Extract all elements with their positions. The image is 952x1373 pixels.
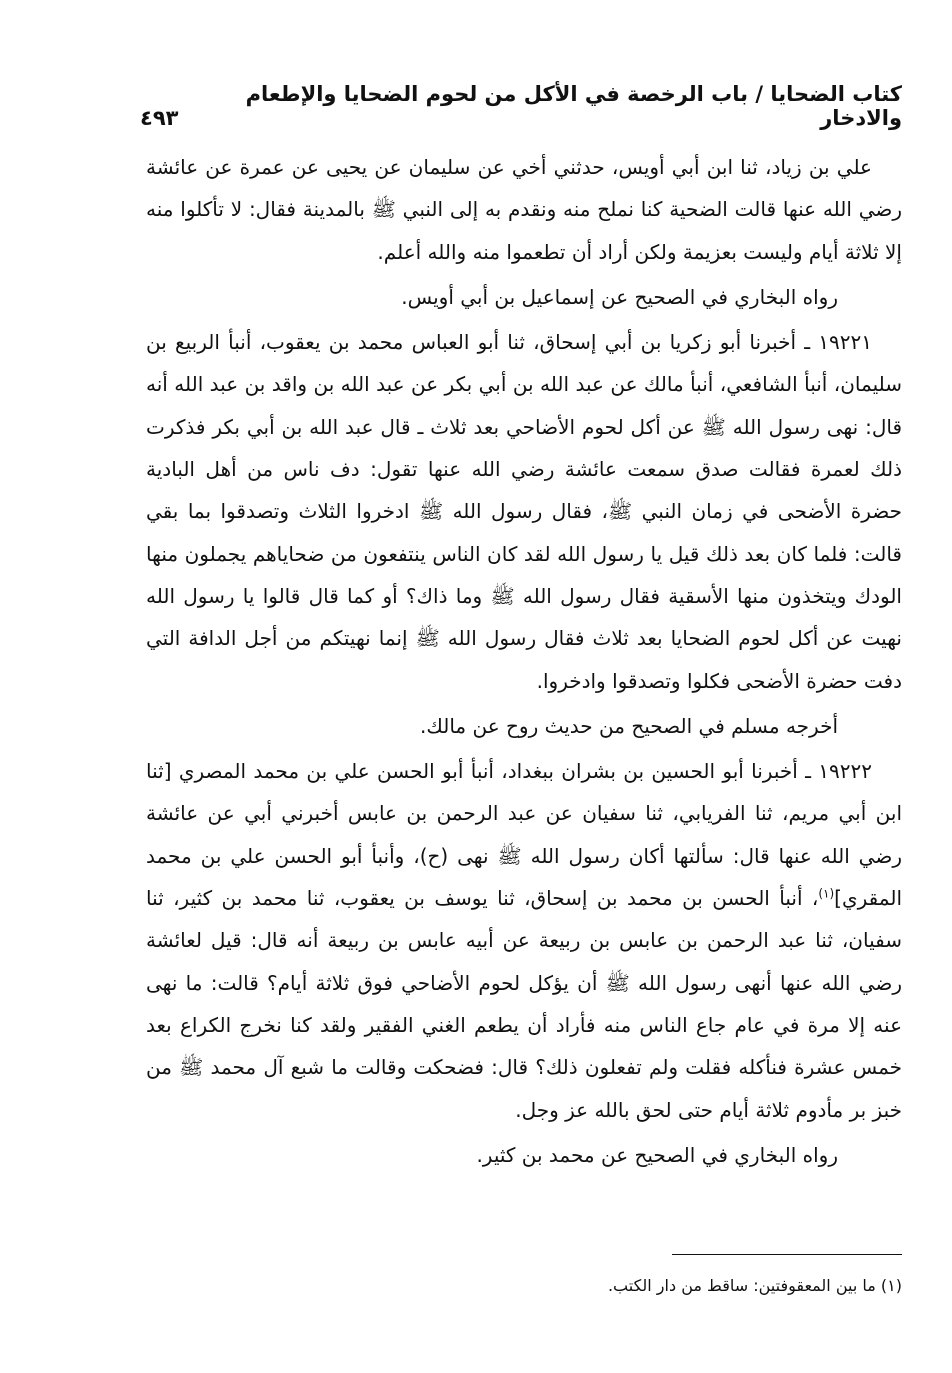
hadith-19222-part-2: ، أنبأ الحسن بن محمد بن إسحاق، ثنا يوسف بن يعقوب، ثنا محمد بن كثير، ثنا سفيان، ثنا عبد الرحمن بن عابس بن ربيعة عن أبيه عابس بن ربيعة أنه قال: قيل لعائشة رضي الله عنها أنهى رسول الله ﷺ أن يؤكل لحوم الأضاحي فوق ثلاثة أيام؟ قالت: ما نهى عنه إلا مرة في عام جاع الناس منه فأراد أن يطعم الغني الفقير ولقد كنا نخرج الكراع بعد خمس عشرة فنأكله فقلت ولم تفعلون ذلك؟ قال: فضحكت وقالت ما شبع آل محمد ﷺ من خبز بر مأدوم ثلاثة أيام حتى لحق بالله عز وجل.: [146, 886, 902, 1122]
main-text: [146, 146, 902, 1179]
footnote: (١) ما بين المعقوفتين: ساقط من دار الكتب.: [607, 1276, 902, 1295]
footnote-separator: [672, 1254, 902, 1255]
hadith-19222: [146, 750, 902, 1131]
running-header: [140, 82, 902, 130]
hadith-19222-part-1: ١٩٢٢٢ ـ أخبرنا أبو الحسين بن بشران ببغداد، أنبأ أبو الحسن علي بن محمد المصري [ثنا ابن أبي مريم، ثنا الفريابي، ثنا سفيان عن عبد الرحمن بن عابس أخبرني أبي عن عائشة رضي الله عنها قال: سألتها أكان رسول الله ﷺ نهى (ح)، وأنبأ أبو الحسن علي بن محمد المقري]: [146, 759, 902, 911]
footnote-marker: (١): [818, 886, 835, 901]
source-note-2: أخرجه مسلم في الصحيح من حديث روح عن مالك.: [420, 713, 838, 738]
header-title: كتاب الضحايا / باب الرخصة في الأكل من لحوم الضحايا والإطعام والادخار: [245, 82, 902, 130]
source-note-1: رواه البخاري في الصحيح عن إسماعيل بن أبي أويس.: [401, 284, 838, 309]
hadith-19221: ١٩٢٢١ ـ أخبرنا أبو زكريا بن أبي إسحاق، ثنا أبو العباس محمد بن يعقوب، أنبأ الربيع بن سليمان، أنبأ الشافعي، أنبأ مالك عن عبد الله بن أبي بكر عن عبد الله بن واقد بن عبد الله أنه قال: نهى رسول الله ﷺ عن أكل لحوم الأضاحي بعد ثلاث ـ قال عبد الله بن أبي بكر فذكرت ذلك لعمرة فقالت صدق سمعت عائشة رضي الله عنها تقول: دف ناس من أهل البادية حضرة الأضحى في زمان النبي ﷺ، فقال رسول الله ﷺ ادخروا الثلاث وتصدقوا بما بقي قالت: فلما كان بعد ذلك قيل يا رسول الله لقد كان الناس ينتفعون من ضحاياهم يجملون منها الودك ويتخذون منها الأسقية فقال رسول الله ﷺ وما ذاك؟ أو كما قال قالوا يا رسول الله نهيت عن أكل لحوم الضحايا بعد ثلاث فقال رسول الله ﷺ إنما نهيتكم من أجل الدافة التي دفت حضرة الأضحى فكلوا وتصدقوا وادخروا.: [146, 330, 902, 693]
paragraph-continuation: علي بن زياد، ثنا ابن أبي أويس، حدثني أخي عن سليمان عن يحيى عن عمرة عن عائشة رضي الله عنها قالت الضحية كنا نملح منه ونقدم به إلى النبي ﷺ بالمدينة فقال: لا تأكلوا منه إلا ثلاثة أيام وليست بعزيمة ولكن أراد أن تطعموا منه والله أعلم.: [146, 155, 902, 264]
source-note-3: رواه البخاري في الصحيح عن محمد بن كثير.: [476, 1142, 838, 1167]
page-number: ٤٩٣: [140, 106, 179, 130]
